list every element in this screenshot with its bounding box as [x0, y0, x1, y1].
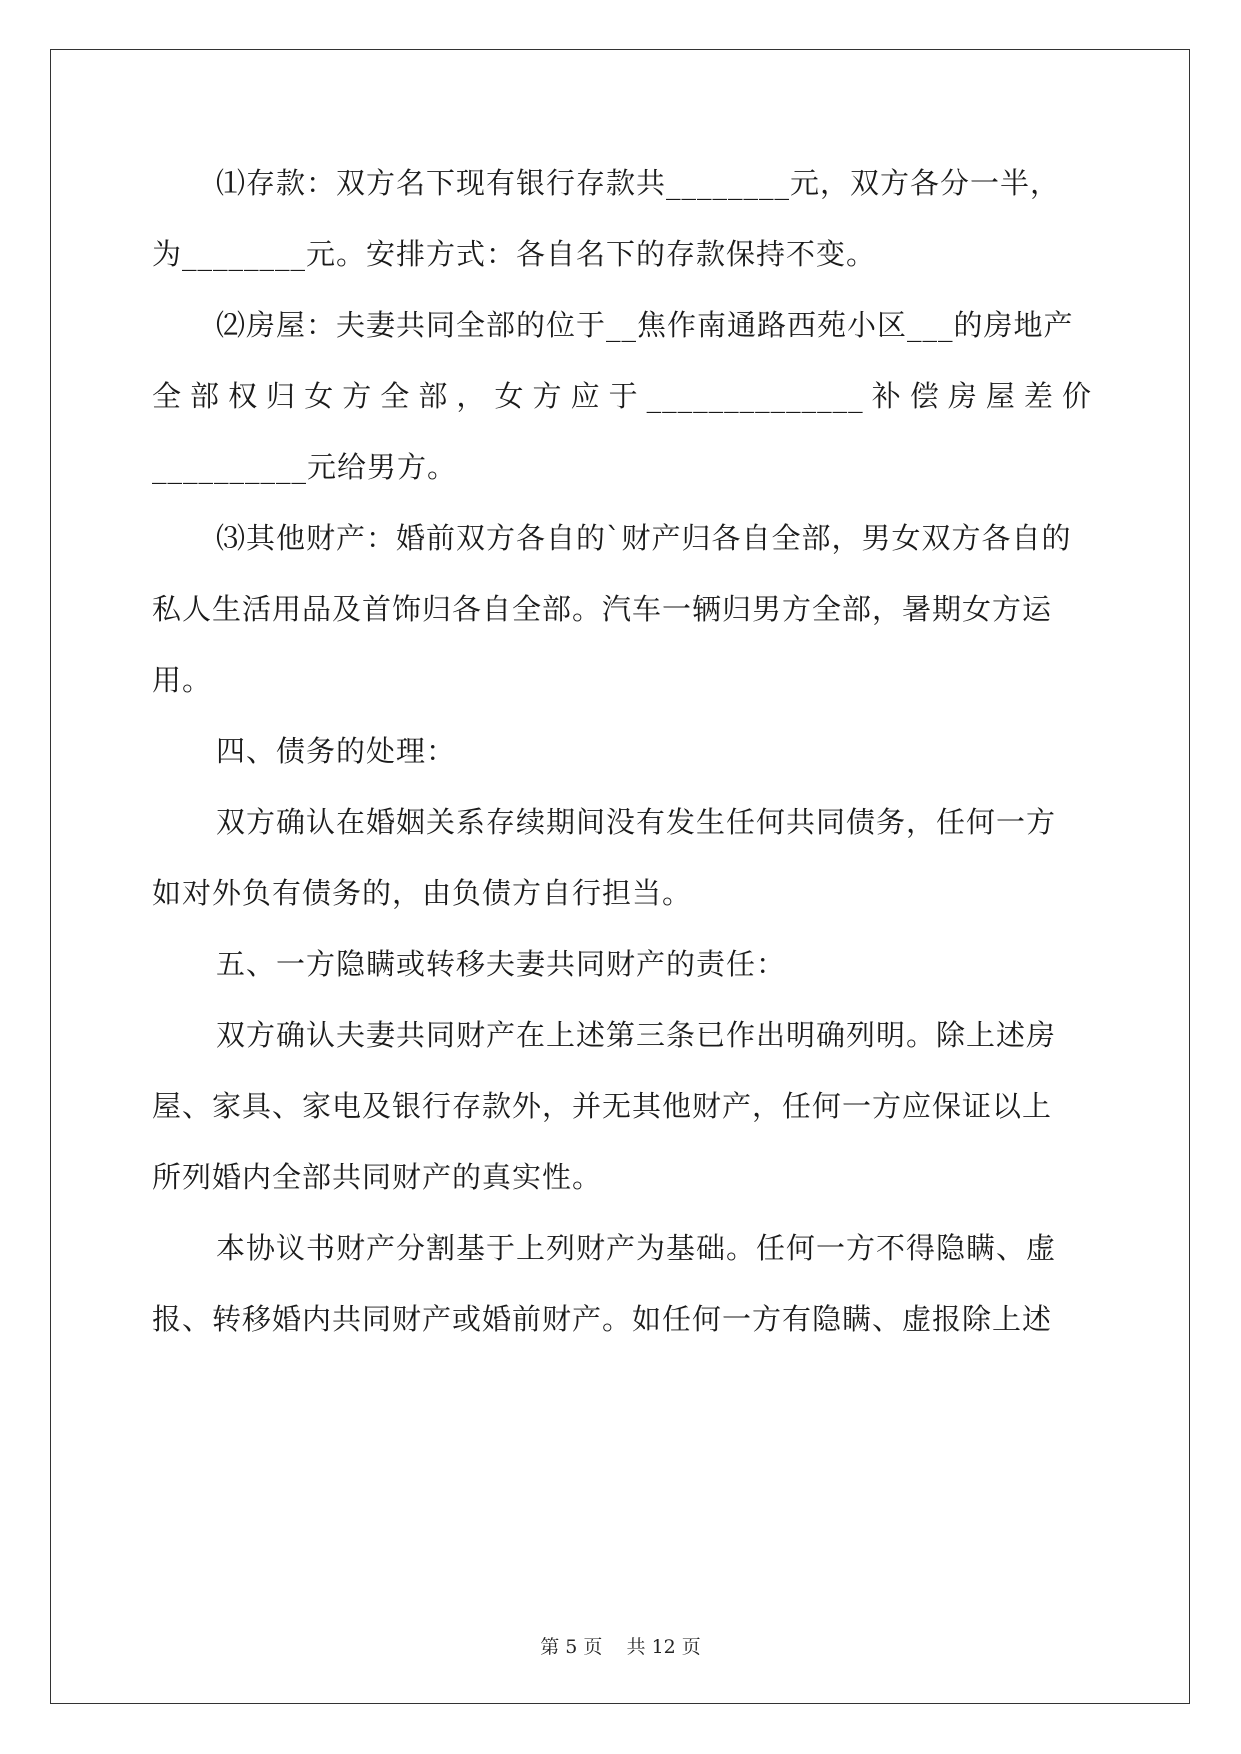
paragraph-other-property-line-1: ⑶其他财产：婚前双方各自的`财产归各自全部，男女双方各自的	[216, 521, 1072, 555]
page-number: 第 5 页	[540, 1636, 603, 1658]
paragraph-debt-line-1: 双方确认在婚姻关系存续期间没有发生任何共同债务，任何一方	[216, 805, 1057, 839]
page-footer	[0, 1634, 1241, 1660]
paragraph-debt-line-2: 如对外负有债务的，由负债方自行担当。	[152, 876, 693, 910]
paragraph-house-line-2: 全部权归女方全部，女方应于______________补偿房屋差价	[152, 379, 1092, 413]
paragraph-confirm-line-3: 所列婚内全部共同财产的真实性。	[152, 1160, 603, 1194]
paragraph-other-property-line-3: 用。	[152, 663, 213, 697]
paragraph-deposit-line-2: 为________元。安排方式：各自名下的存款保持不变。	[152, 237, 877, 271]
paragraph-basis-line-2: 报、转移婚内共同财产或婚前财产。如任何一方有隐瞒、虚报除上述	[152, 1302, 1053, 1336]
paragraph-deposit-line-1: ⑴存款：双方名下现有银行存款共________元，双方各分一半，	[216, 166, 1061, 200]
paragraph-house-line-3: __________元给男方。	[152, 450, 458, 484]
paragraph-other-property-line-2: 私人生活用品及首饰归各自全部。汽车一辆归男方全部，暑期女方运	[152, 592, 1053, 626]
page-total: 共 12 页	[626, 1636, 701, 1658]
paragraph-confirm-line-2: 屋、家具、家电及银行存款外，并无其他财产，任何一方应保证以上	[152, 1089, 1053, 1123]
section-heading-concealment: 五、一方隐瞒或转移夫妻共同财产的责任：	[216, 947, 787, 981]
paragraph-house-line-1: ⑵房屋：夫妻共同全部的位于__焦作南通路西苑小区___的房地产	[216, 308, 1074, 342]
paragraph-basis-line-1: 本协议书财产分割基于上列财产为基础。任何一方不得隐瞒、虚	[216, 1231, 1057, 1265]
paragraph-confirm-line-1: 双方确认夫妻共同财产在上述第三条已作出明确列明。除上述房	[216, 1018, 1057, 1052]
section-heading-debt: 四、债务的处理：	[216, 734, 457, 768]
